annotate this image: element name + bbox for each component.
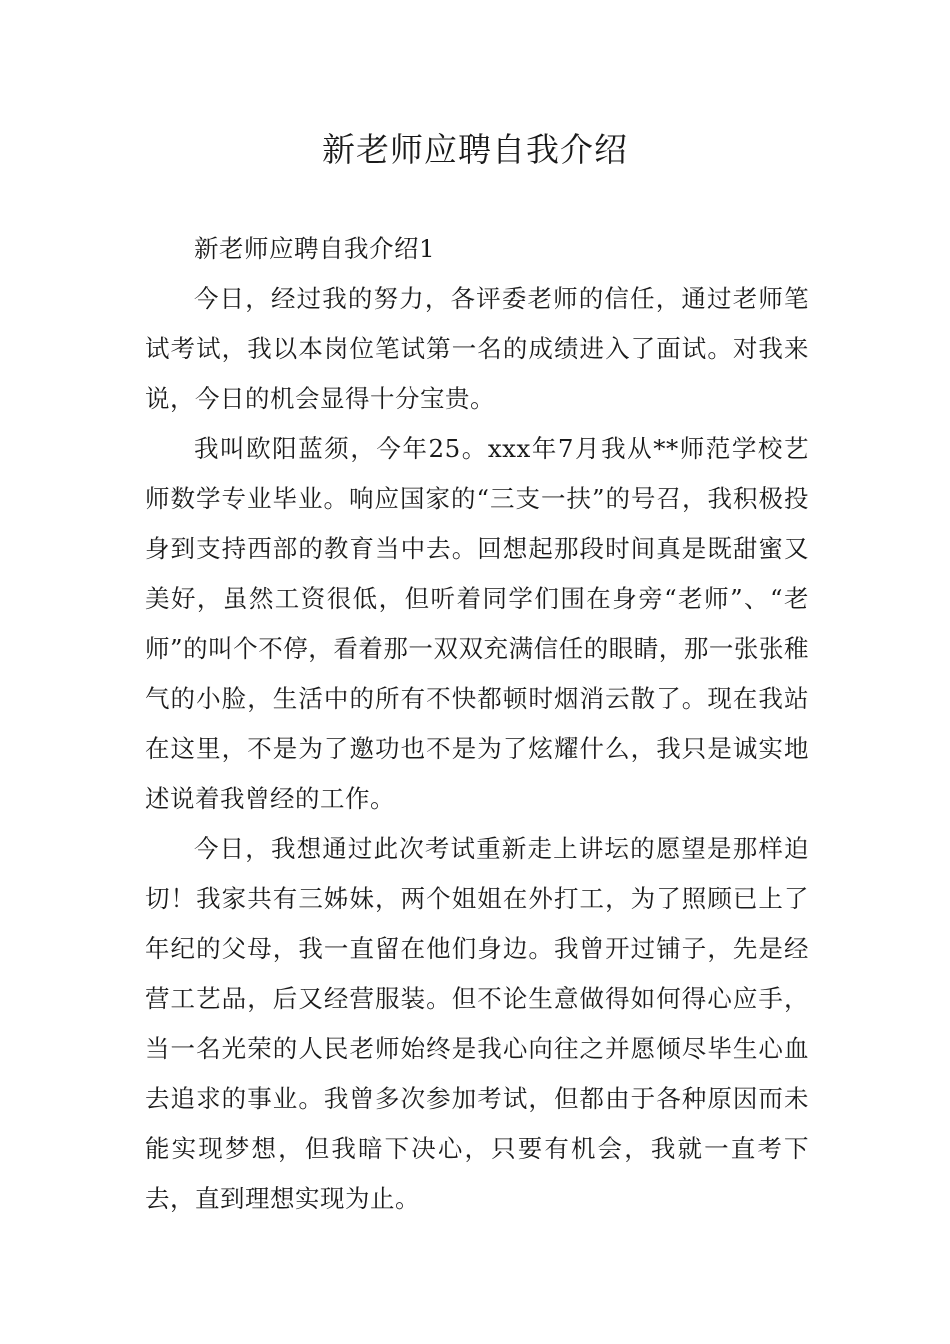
document-body: [145, 224, 809, 1224]
document-title: 新老师应聘自我介绍: [322, 130, 628, 169]
section-heading: 新老师应聘自我介绍1: [194, 234, 436, 263]
paragraph-1: 今日，经过我的努力，各评委老师的信任，通过老师笔试考试，我以本岗位笔试第一名的成绩进入了面试。对我来说，今日的机会显得十分宝贵。: [145, 284, 809, 413]
paragraph-3: 今日，我想通过此次考试重新走上讲坛的愿望是那样迫切！我家共有三姊妹，两个姐姐在外打工，为了照顾已上了年纪的父母，我一直留在他们身边。我曾开过铺子，先是经营工艺品，后又经营服装。但不论生意做得如何得心应手，当一名光荣的人民老师始终是我心向往之并愿倾尽毕生心血去追求的事业。我曾多次参加考试，但都由于各种原因而未能实现梦想，但我暗下决心，只要有机会，我就一直考下去，直到理想实现为止。: [145, 834, 809, 1213]
paragraph-2: 我叫欧阳蓝须，今年25。xxx年7月我从**师范学校艺师数学专业毕业。响应国家的“三支一扶”的号召，我积极投身到支持西部的教育当中去。回想起那段时间真是既甜蜜又美好，虽然工资很低，但听着同学们围在身旁“老师”、“老师”的叫个不停，看着那一双双充满信任的眼睛，那一张张稚气的小脸，生活中的所有不快都顿时烟消云散了。现在我站在这里，不是为了邀功也不是为了炫耀什么，我只是诚实地述说着我曾经的工作。: [145, 434, 809, 813]
